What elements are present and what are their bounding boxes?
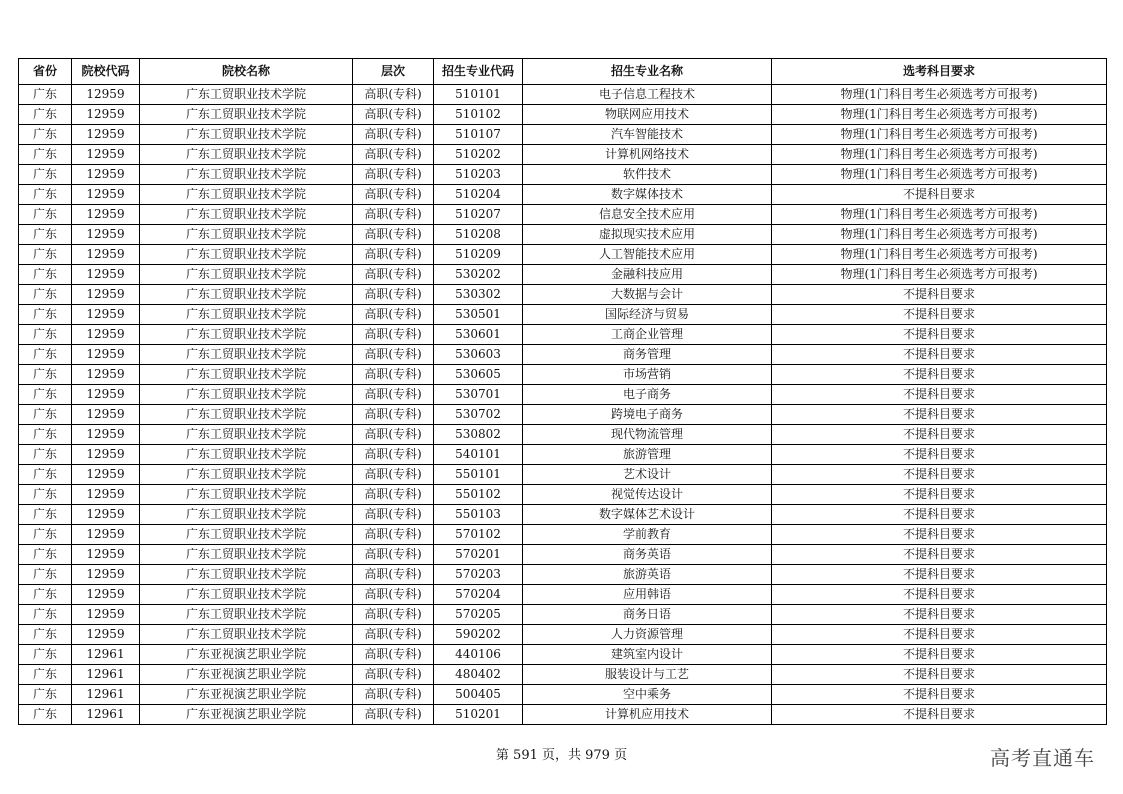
table-cell: 高职(专科)	[353, 425, 434, 445]
table-cell: 高职(专科)	[353, 285, 434, 305]
table-cell: 不提科目要求	[772, 605, 1107, 625]
table-cell: 12959	[72, 185, 140, 205]
table-cell: 不提科目要求	[772, 485, 1107, 505]
table-row	[19, 665, 1107, 685]
table-row	[19, 525, 1107, 545]
table-cell: 广东	[19, 565, 72, 585]
table-cell: 广东工贸职业技术学院	[140, 225, 353, 245]
table-cell: 12959	[72, 525, 140, 545]
table-cell: 590202	[434, 625, 523, 645]
table-cell: 物理(1门科目考生必须选考方可报考)	[772, 85, 1107, 105]
column-header: 省份	[19, 59, 72, 85]
table-cell: 不提科目要求	[772, 405, 1107, 425]
table-cell: 虚拟现实技术应用	[523, 225, 772, 245]
table-cell: 570205	[434, 605, 523, 625]
table-cell: 广东	[19, 305, 72, 325]
table-cell: 高职(专科)	[353, 265, 434, 285]
table-cell: 电子信息工程技术	[523, 85, 772, 105]
table-cell: 广东工贸职业技术学院	[140, 265, 353, 285]
table-cell: 高职(专科)	[353, 365, 434, 385]
table-cell: 530605	[434, 365, 523, 385]
table-cell: 物理(1门科目考生必须选考方可报考)	[772, 265, 1107, 285]
table-cell: 高职(专科)	[353, 125, 434, 145]
table-row	[19, 485, 1107, 505]
table-cell: 高职(专科)	[353, 485, 434, 505]
table-cell: 12961	[72, 705, 140, 725]
table-cell: 广东	[19, 545, 72, 565]
table-cell: 480402	[434, 665, 523, 685]
table-cell: 广东工贸职业技术学院	[140, 185, 353, 205]
column-header: 招生专业代码	[434, 59, 523, 85]
table-cell: 12959	[72, 245, 140, 265]
table-cell: 跨境电子商务	[523, 405, 772, 425]
table-cell: 商务管理	[523, 345, 772, 365]
table-cell: 不提科目要求	[772, 705, 1107, 725]
table-cell: 高职(专科)	[353, 225, 434, 245]
table-cell: 高职(专科)	[353, 165, 434, 185]
table-cell: 广东工贸职业技术学院	[140, 165, 353, 185]
table-row	[19, 225, 1107, 245]
table-cell: 广东	[19, 585, 72, 605]
table-row	[19, 105, 1107, 125]
page-number: 第 591 页，共 979 页	[495, 748, 628, 763]
table-cell: 物理(1门科目考生必须选考方可报考)	[772, 145, 1107, 165]
table-cell: 计算机网络技术	[523, 145, 772, 165]
table-cell: 540101	[434, 445, 523, 465]
table-cell: 高职(专科)	[353, 85, 434, 105]
table-cell: 12959	[72, 325, 140, 345]
table-cell: 550101	[434, 465, 523, 485]
column-header: 选考科目要求	[772, 59, 1107, 85]
table-cell: 数字媒体艺术设计	[523, 505, 772, 525]
table-cell: 12959	[72, 365, 140, 385]
table-cell: 商务日语	[523, 605, 772, 625]
table-row	[19, 465, 1107, 485]
table-cell: 商务英语	[523, 545, 772, 565]
table-cell: 广东	[19, 145, 72, 165]
table-cell: 高职(专科)	[353, 325, 434, 345]
table-cell: 不提科目要求	[772, 285, 1107, 305]
table-cell: 570201	[434, 545, 523, 565]
table-cell: 高职(专科)	[353, 185, 434, 205]
table-cell: 高职(专科)	[353, 245, 434, 265]
table-body	[19, 85, 1107, 725]
table-cell: 广东工贸职业技术学院	[140, 105, 353, 125]
table-cell: 不提科目要求	[772, 425, 1107, 445]
table-cell: 不提科目要求	[772, 665, 1107, 685]
table-cell: 软件技术	[523, 165, 772, 185]
table-cell: 广东工贸职业技术学院	[140, 205, 353, 225]
table-cell: 高职(专科)	[353, 705, 434, 725]
table-cell: 广东亚视演艺职业学院	[140, 665, 353, 685]
table-cell: 广东	[19, 525, 72, 545]
table-cell: 广东工贸职业技术学院	[140, 285, 353, 305]
table-cell: 广东	[19, 705, 72, 725]
table-cell: 12959	[72, 305, 140, 325]
table-cell: 电子商务	[523, 385, 772, 405]
table-cell: 建筑室内设计	[523, 645, 772, 665]
table-cell: 510203	[434, 165, 523, 185]
table-cell: 12959	[72, 465, 140, 485]
table-cell: 广东工贸职业技术学院	[140, 585, 353, 605]
table-cell: 510101	[434, 85, 523, 105]
table-cell: 12959	[72, 105, 140, 125]
table-cell: 广东工贸职业技术学院	[140, 445, 353, 465]
table-cell: 550103	[434, 505, 523, 525]
table-cell: 530302	[434, 285, 523, 305]
table-cell: 广东工贸职业技术学院	[140, 545, 353, 565]
table-cell: 广东	[19, 385, 72, 405]
table-cell: 广东工贸职业技术学院	[140, 365, 353, 385]
table-cell: 广东	[19, 225, 72, 245]
table-cell: 570204	[434, 585, 523, 605]
table-cell: 广东工贸职业技术学院	[140, 325, 353, 345]
table-cell: 广东	[19, 365, 72, 385]
table-cell: 高职(专科)	[353, 145, 434, 165]
table-cell: 12959	[72, 485, 140, 505]
table-cell: 物理(1门科目考生必须选考方可报考)	[772, 165, 1107, 185]
table-row	[19, 445, 1107, 465]
table-cell: 12961	[72, 665, 140, 685]
table-cell: 广东	[19, 425, 72, 445]
table-cell: 不提科目要求	[772, 625, 1107, 645]
table-cell: 高职(专科)	[353, 345, 434, 365]
table-cell: 不提科目要求	[772, 525, 1107, 545]
table-cell: 广东	[19, 625, 72, 645]
table-cell: 高职(专科)	[353, 105, 434, 125]
table-cell: 12959	[72, 605, 140, 625]
table-cell: 广东	[19, 245, 72, 265]
table-cell: 高职(专科)	[353, 545, 434, 565]
table-cell: 440106	[434, 645, 523, 665]
table-row	[19, 285, 1107, 305]
table-cell: 高职(专科)	[353, 505, 434, 525]
table-row	[19, 265, 1107, 285]
table-cell: 金融科技应用	[523, 265, 772, 285]
table-row	[19, 705, 1107, 725]
table-cell: 广东工贸职业技术学院	[140, 85, 353, 105]
table-row	[19, 505, 1107, 525]
table-cell: 12959	[72, 165, 140, 185]
table-row	[19, 125, 1107, 145]
table-cell: 510207	[434, 205, 523, 225]
table-row	[19, 565, 1107, 585]
table-cell: 国际经济与贸易	[523, 305, 772, 325]
table-cell: 530501	[434, 305, 523, 325]
table-row	[19, 345, 1107, 365]
table-cell: 12959	[72, 345, 140, 365]
table-cell: 广东	[19, 505, 72, 525]
table-cell: 物理(1门科目考生必须选考方可报考)	[772, 225, 1107, 245]
table-cell: 广东	[19, 605, 72, 625]
table-row	[19, 625, 1107, 645]
table-row	[19, 685, 1107, 705]
table-cell: 不提科目要求	[772, 585, 1107, 605]
table-cell: 广东工贸职业技术学院	[140, 605, 353, 625]
table-cell: 不提科目要求	[772, 545, 1107, 565]
table-row	[19, 85, 1107, 105]
table-cell: 广东	[19, 645, 72, 665]
table-cell: 高职(专科)	[353, 565, 434, 585]
table-cell: 服装设计与工艺	[523, 665, 772, 685]
table-cell: 不提科目要求	[772, 365, 1107, 385]
table-cell: 信息安全技术应用	[523, 205, 772, 225]
table-cell: 不提科目要求	[772, 465, 1107, 485]
table-row	[19, 605, 1107, 625]
table-cell: 510208	[434, 225, 523, 245]
table-cell: 物理(1门科目考生必须选考方可报考)	[772, 105, 1107, 125]
table-cell: 广东	[19, 665, 72, 685]
table-cell: 不提科目要求	[772, 565, 1107, 585]
table-cell: 空中乘务	[523, 685, 772, 705]
table-cell: 510204	[434, 185, 523, 205]
table-cell: 12959	[72, 505, 140, 525]
table-header-row	[19, 59, 1107, 85]
table-cell: 广东亚视演艺职业学院	[140, 685, 353, 705]
table-cell: 广东工贸职业技术学院	[140, 565, 353, 585]
table-cell: 广东工贸职业技术学院	[140, 345, 353, 365]
table-cell: 高职(专科)	[353, 445, 434, 465]
table-cell: 高职(专科)	[353, 625, 434, 645]
table-cell: 广东	[19, 125, 72, 145]
column-header: 院校名称	[140, 59, 353, 85]
table-cell: 旅游管理	[523, 445, 772, 465]
table-cell: 计算机应用技术	[523, 705, 772, 725]
table-cell: 大数据与会计	[523, 285, 772, 305]
table-cell: 广东	[19, 285, 72, 305]
column-header: 层次	[353, 59, 434, 85]
table-cell: 510201	[434, 705, 523, 725]
table-cell: 510202	[434, 145, 523, 165]
table-cell: 高职(专科)	[353, 645, 434, 665]
table-cell: 12959	[72, 625, 140, 645]
table-row	[19, 145, 1107, 165]
table-cell: 12959	[72, 445, 140, 465]
table-cell: 530702	[434, 405, 523, 425]
table-cell: 不提科目要求	[772, 385, 1107, 405]
table-cell: 530603	[434, 345, 523, 365]
table-cell: 广东	[19, 345, 72, 365]
table-cell: 汽车智能技术	[523, 125, 772, 145]
table-row	[19, 545, 1107, 565]
table-cell: 高职(专科)	[353, 305, 434, 325]
table-cell: 市场营销	[523, 365, 772, 385]
table-cell: 广东工贸职业技术学院	[140, 245, 353, 265]
table-cell: 物理(1门科目考生必须选考方可报考)	[772, 245, 1107, 265]
table-cell: 广东工贸职业技术学院	[140, 125, 353, 145]
column-header: 院校代码	[72, 59, 140, 85]
table-cell: 12961	[72, 685, 140, 705]
table-cell: 12959	[72, 545, 140, 565]
table-cell: 广东工贸职业技术学院	[140, 385, 353, 405]
table-cell: 500405	[434, 685, 523, 705]
table-cell: 广东	[19, 105, 72, 125]
table-row	[19, 165, 1107, 185]
table-row	[19, 425, 1107, 445]
table-cell: 12959	[72, 225, 140, 245]
table-cell: 人力资源管理	[523, 625, 772, 645]
table-cell: 12959	[72, 405, 140, 425]
table-cell: 广东工贸职业技术学院	[140, 505, 353, 525]
table-cell: 旅游英语	[523, 565, 772, 585]
table-cell: 广东	[19, 685, 72, 705]
table-cell: 12959	[72, 285, 140, 305]
table-cell: 高职(专科)	[353, 685, 434, 705]
table-cell: 570102	[434, 525, 523, 545]
table-cell: 高职(专科)	[353, 585, 434, 605]
table-cell: 不提科目要求	[772, 645, 1107, 665]
table-cell: 广东工贸职业技术学院	[140, 145, 353, 165]
table-cell: 12959	[72, 145, 140, 165]
table-cell: 550102	[434, 485, 523, 505]
table-cell: 广东	[19, 405, 72, 425]
table-cell: 广东	[19, 185, 72, 205]
table-cell: 高职(专科)	[353, 665, 434, 685]
table-cell: 12959	[72, 425, 140, 445]
table-cell: 数字媒体技术	[523, 185, 772, 205]
table-cell: 510107	[434, 125, 523, 145]
table-cell: 12959	[72, 565, 140, 585]
table-cell: 广东	[19, 205, 72, 225]
table-cell: 高职(专科)	[353, 385, 434, 405]
table-cell: 广东	[19, 465, 72, 485]
table-cell: 高职(专科)	[353, 605, 434, 625]
table-row	[19, 585, 1107, 605]
table-cell: 530601	[434, 325, 523, 345]
table-cell: 不提科目要求	[772, 325, 1107, 345]
table-cell: 广东	[19, 265, 72, 285]
table-row	[19, 385, 1107, 405]
table-cell: 人工智能技术应用	[523, 245, 772, 265]
table-cell: 广东	[19, 485, 72, 505]
table-row	[19, 205, 1107, 225]
table-cell: 广东工贸职业技术学院	[140, 405, 353, 425]
table-cell: 高职(专科)	[353, 525, 434, 545]
table-cell: 物理(1门科目考生必须选考方可报考)	[772, 125, 1107, 145]
table-cell: 12961	[72, 645, 140, 665]
table-cell: 广东工贸职业技术学院	[140, 525, 353, 545]
table-cell: 工商企业管理	[523, 325, 772, 345]
table-cell: 12959	[72, 265, 140, 285]
table-cell: 广东工贸职业技术学院	[140, 625, 353, 645]
table-cell: 视觉传达设计	[523, 485, 772, 505]
table-row	[19, 325, 1107, 345]
admission-table	[18, 58, 1107, 725]
table-cell: 应用韩语	[523, 585, 772, 605]
table-cell: 广东工贸职业技术学院	[140, 465, 353, 485]
table-cell: 不提科目要求	[772, 305, 1107, 325]
table-row	[19, 405, 1107, 425]
table-row	[19, 305, 1107, 325]
table-cell: 学前教育	[523, 525, 772, 545]
table-cell: 广东亚视演艺职业学院	[140, 705, 353, 725]
table-cell: 现代物流管理	[523, 425, 772, 445]
table-cell: 530202	[434, 265, 523, 285]
table-cell: 广东亚视演艺职业学院	[140, 645, 353, 665]
table-cell: 高职(专科)	[353, 465, 434, 485]
table-cell: 530802	[434, 425, 523, 445]
table-row	[19, 365, 1107, 385]
table-cell: 广东	[19, 445, 72, 465]
table-cell: 广东工贸职业技术学院	[140, 305, 353, 325]
table-cell: 艺术设计	[523, 465, 772, 485]
table-cell: 12959	[72, 125, 140, 145]
table-cell: 物联网应用技术	[523, 105, 772, 125]
table-cell: 不提科目要求	[772, 505, 1107, 525]
table-cell: 广东	[19, 165, 72, 185]
table-cell: 530701	[434, 385, 523, 405]
table-cell: 不提科目要求	[772, 685, 1107, 705]
table-cell: 510102	[434, 105, 523, 125]
table-cell: 广东	[19, 85, 72, 105]
table-cell: 不提科目要求	[772, 185, 1107, 205]
table-cell: 12959	[72, 85, 140, 105]
table-cell: 570203	[434, 565, 523, 585]
table-cell: 12959	[72, 585, 140, 605]
table-cell: 广东	[19, 325, 72, 345]
table-row	[19, 645, 1107, 665]
table-cell: 不提科目要求	[772, 445, 1107, 465]
table-cell: 高职(专科)	[353, 405, 434, 425]
table-cell: 高职(专科)	[353, 205, 434, 225]
table-row	[19, 245, 1107, 265]
column-header: 招生专业名称	[523, 59, 772, 85]
table-cell: 不提科目要求	[772, 345, 1107, 365]
table-cell: 12959	[72, 385, 140, 405]
table-row	[19, 185, 1107, 205]
table-cell: 510209	[434, 245, 523, 265]
watermark-logo: 高考直通车	[990, 746, 1095, 770]
table-cell: 广东工贸职业技术学院	[140, 425, 353, 445]
table-cell: 12959	[72, 205, 140, 225]
table-cell: 物理(1门科目考生必须选考方可报考)	[772, 205, 1107, 225]
table-cell: 广东工贸职业技术学院	[140, 485, 353, 505]
